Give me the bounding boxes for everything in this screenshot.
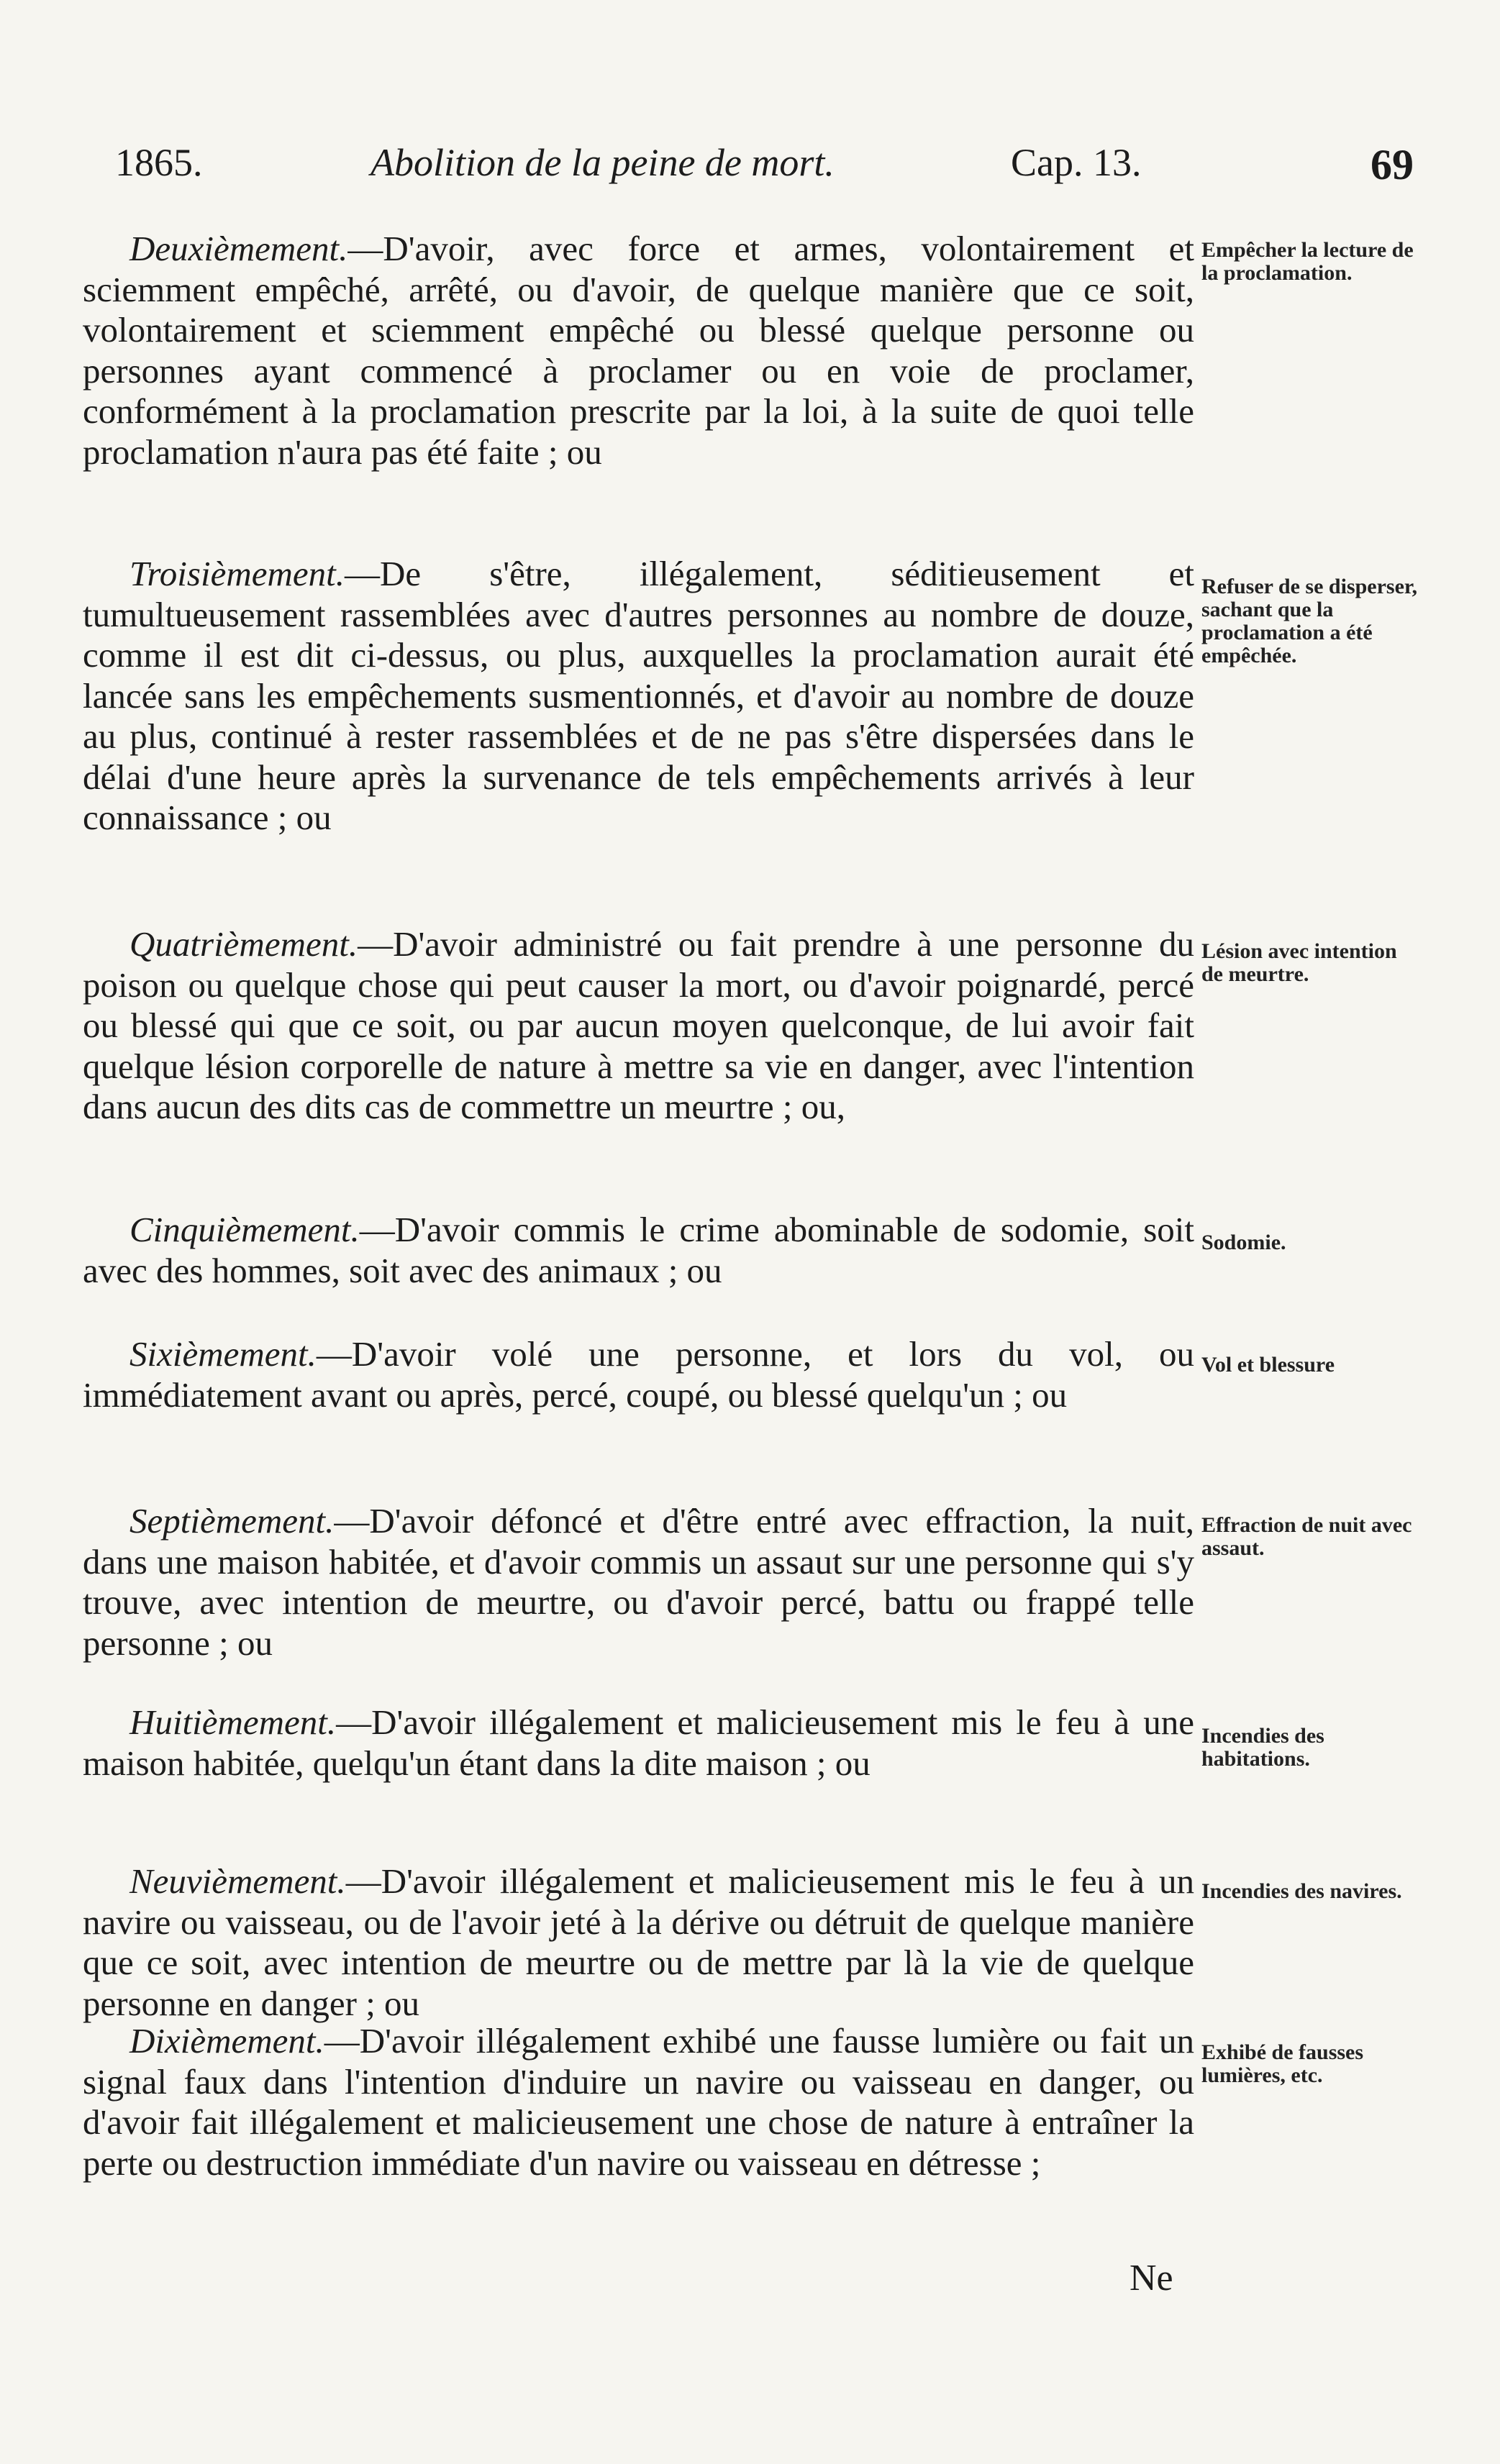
paragraph-lead: Sixièmement. [129, 1334, 317, 1374]
paragraph-lead: Huitièmement. [129, 1702, 337, 1742]
margin-note: Vol et blessure [1201, 1353, 1335, 1377]
margin-note: Sodomie. [1201, 1231, 1286, 1254]
margin-note: Lésion avec intention de meurtre. [1201, 939, 1397, 986]
margin-note: Exhibé de fausses lumières, etc. [1201, 2040, 1364, 2087]
margin-note: Incendies des habitations. [1201, 1724, 1324, 1771]
paragraph-text: —D'avoir, avec force et armes, volontairement et sciemment empêché, arrêté, ou d'avoir, de quelque manière que ce soit, volontairement et sciemment empêché ou blessé quelque personne ou personnes ayant commencé à proclamer ou en voie de proclamer, conformément à la proclamation prescrite par la loi, à la suite de quoi telle proclamation n'aura pas été faite ; ou [83, 229, 1194, 472]
catchword: Ne [1129, 2258, 1173, 2299]
paragraph-text: —D'avoir volé une personne, et lors du vol, ou immédiatement avant ou après, percé, coupé, ou blessé quelqu'un ; ou [83, 1334, 1194, 1415]
article-paragraph-8 [83, 1702, 1194, 1784]
paragraph-text: —D'avoir illégalement et malicieusement mis le feu à une maison habitée, quelqu'un étant dans la dite maison ; ou [83, 1702, 1194, 1783]
paragraph-lead: Troisièmement. [129, 554, 345, 593]
paragraph-text: —D'avoir illégalement et malicieusement mis le feu à un navire ou vaisseau, ou de l'avoir jeté à la dérive ou détruit de quelque manière que ce soit, avec intention de meurtre ou de mettre par là la vie de quelque personne en danger ; ou [83, 1861, 1194, 2023]
margin-note: Incendies des navires. [1201, 1879, 1402, 1903]
paragraph-text: —D'avoir commis le crime abominable de sodomie, soit avec des hommes, soit avec des animaux ; ou [83, 1210, 1194, 1290]
page-number: 69 [1371, 141, 1414, 188]
paragraph-lead: Cinquièmement. [129, 1210, 360, 1249]
article-paragraph-2 [83, 229, 1194, 473]
header-title: Abolition de la peine de mort. [371, 141, 835, 184]
paragraph-lead: Septièmement. [129, 1501, 335, 1541]
article-paragraph-10 [83, 2021, 1194, 2184]
article-paragraph-4 [83, 924, 1194, 1128]
paragraph-text: —D'avoir défoncé et d'être entré avec effraction, la nuit, dans une maison habitée, et d'avoir commis un assaut sur une personne qui s'y trouve, avec intention de meurtre, ou d'avoir percé, battu ou frappé telle personne ; ou [83, 1501, 1194, 1663]
article-paragraph-5 [83, 1210, 1194, 1291]
article-paragraph-9 [83, 1861, 1194, 2024]
paragraph-lead: Neuvièmement. [129, 1861, 346, 1901]
paragraph-text: —D'avoir administré ou fait prendre à une personne du poison ou quelque chose qui peut causer la mort, ou d'avoir poignardé, percé ou blessé qui que ce soit, ou par aucun moyen quelconque, de lui avoir fait quelque lésion corporelle de nature à mettre sa vie en danger, avec l'intention dans aucun des dits cas de commettre un meurtre ; ou, [83, 924, 1194, 1126]
margin-note: Effraction de nuit avec assaut. [1201, 1513, 1412, 1560]
article-paragraph-7 [83, 1501, 1194, 1664]
header-chapter: Cap. 13. [1011, 141, 1142, 184]
article-paragraph-6 [83, 1334, 1194, 1415]
paragraph-lead: Deuxièmement. [129, 229, 348, 268]
paragraph-lead: Quatrièmement. [129, 924, 358, 964]
paragraph-text: —D'avoir illégalement exhibé une fausse lumière ou fait un signal faux dans l'intention d'induire un navire ou vaisseau en danger, ou d'avoir fait illégalement et malicieusement une chose de nature à entraîner la perte ou destruction immédiate d'un navire ou vaisseau en détresse ; [83, 2021, 1194, 2183]
paragraph-text: —De s'être, illégalement, séditieusement et tumultueusement rassemblées avec d'autres personnes au nombre de douze, comme il est dit ci-dessus, ou plus, auxquelles la proclamation aurait été lancée sans les empêchements susmentionnés, et d'avoir au nombre de douze au plus, continué à rester rassemblées et de ne pas s'être dispersées dans le délai d'une heure après la survenance de tels empêchements arrivés à leur connaissance ; ou [83, 554, 1194, 837]
running-header [115, 140, 1414, 198]
paragraph-lead: Dixièmement. [129, 2021, 324, 2061]
article-paragraph-3 [83, 554, 1194, 839]
margin-note: Empêcher la lecture de la proclamation. [1201, 238, 1414, 285]
margin-note: Refuser de se disperser, sachant que la proclamation a été empêchée. [1201, 575, 1417, 667]
header-year: 1865. [115, 141, 203, 184]
